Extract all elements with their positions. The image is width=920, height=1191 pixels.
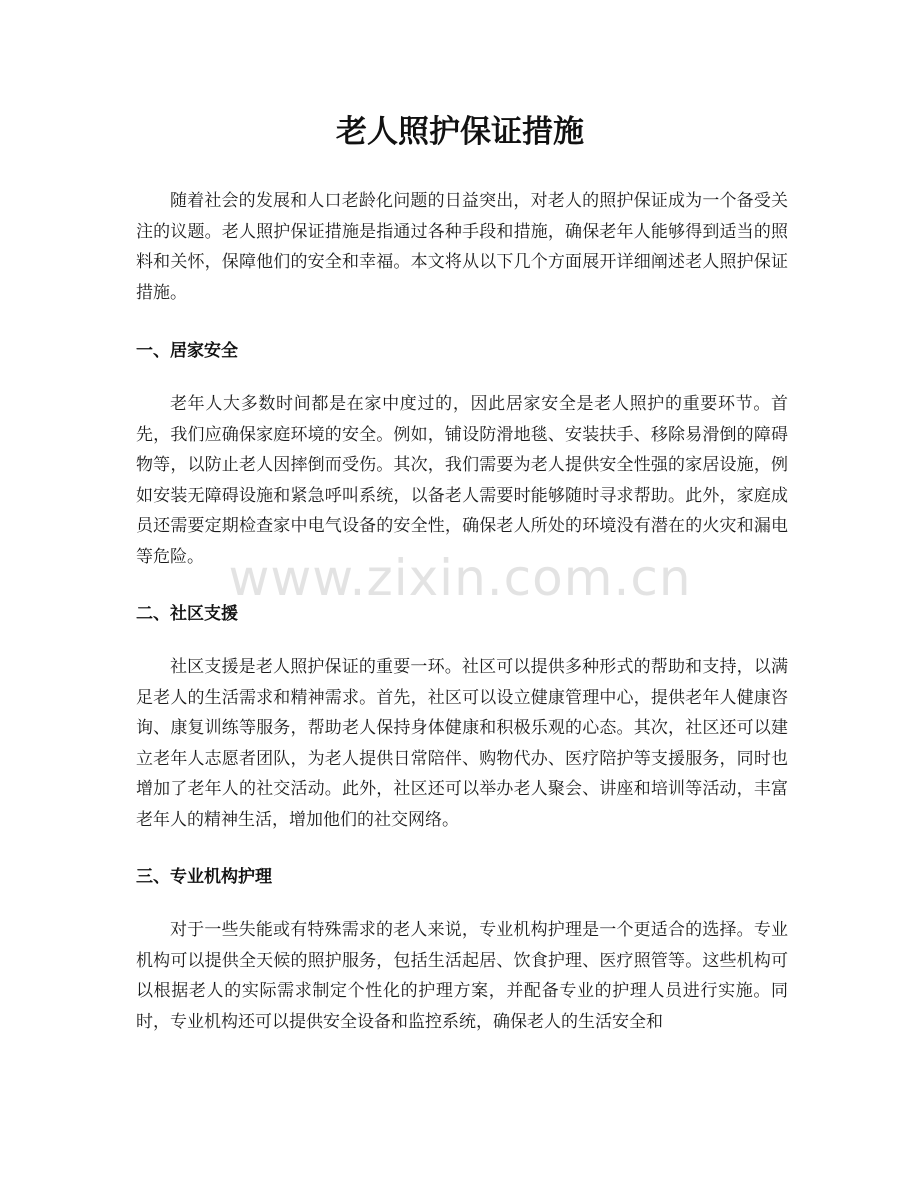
- section-paragraph-professional-care: 对于一些失能或有特殊需求的老人来说，专业机构护理是一个更适合的选择。专业机构可以提供全天候的照护服务，包括生活起居、饮食护理、医疗照管等。这些机构可以根据老人的实际需求制定个性化的护理方案，并配备专业的护理人员进行实施。同时，专业机构还可以提供安全设备和监控系统，确保老人的生活安全和: [136, 920, 788, 1032]
- document-title: 老人照护保证措施: [336, 114, 584, 150]
- watermark: www.zixin.com.cn: [228, 549, 692, 607]
- section-heading-community-support: 二、社区支援: [136, 604, 238, 624]
- section-paragraph-community-support: 社区支援是老人照护保证的重要一环。社区可以提供多种形式的帮助和支持，以满足老人的生活需求和精神需求。首先，社区可以设立健康管理中心，提供老年人健康咨询、康复训练等服务，帮助老人保持身体健康和积极乐观的心态。其次，社区还可以建立老年人志愿者团队，为老人提供日常陪伴、购物代办、医疗陪护等支援服务，同时也增加了老年人的社交活动。此外，社区还可以举办老人聚会、讲座和培训等活动，丰富老年人的精神生活，增加他们的社交网络。: [136, 657, 788, 830]
- document-body: [136, 186, 788, 1037]
- section-paragraph-home-safety: 老年人大多数时间都是在家中度过的，因此居家安全是老人照护的重要环节。首先，我们应确保家庭环境的安全。例如，铺设防滑地毯、安装扶手、移除易滑倒的障碍物等，以防止老人因摔倒而受伤。其次，我们需要为老人提供安全性强的家居设施，例如安装无障碍设施和紧急呼叫系统，以备老人需要时能够随时寻求帮助。此外，家庭成员还需要定期检查家中电气设备的安全性，确保老人所处的环境没有潜在的火灾和漏电等危险。: [136, 394, 788, 567]
- section-heading-professional-care: 三、专业机构护理: [136, 867, 272, 887]
- intro-paragraph: 随着社会的发展和人口老龄化问题的日益突出，对老人的照护保证成为一个备受关注的议题。老人照护保证措施是指通过各种手段和措施，确保老年人能够得到适当的照料和关怀，保障他们的安全和幸福。本文将从以下几个方面展开详细阐述老人照护保证措施。: [136, 191, 788, 303]
- section-heading-home-safety: 一、居家安全: [136, 341, 238, 361]
